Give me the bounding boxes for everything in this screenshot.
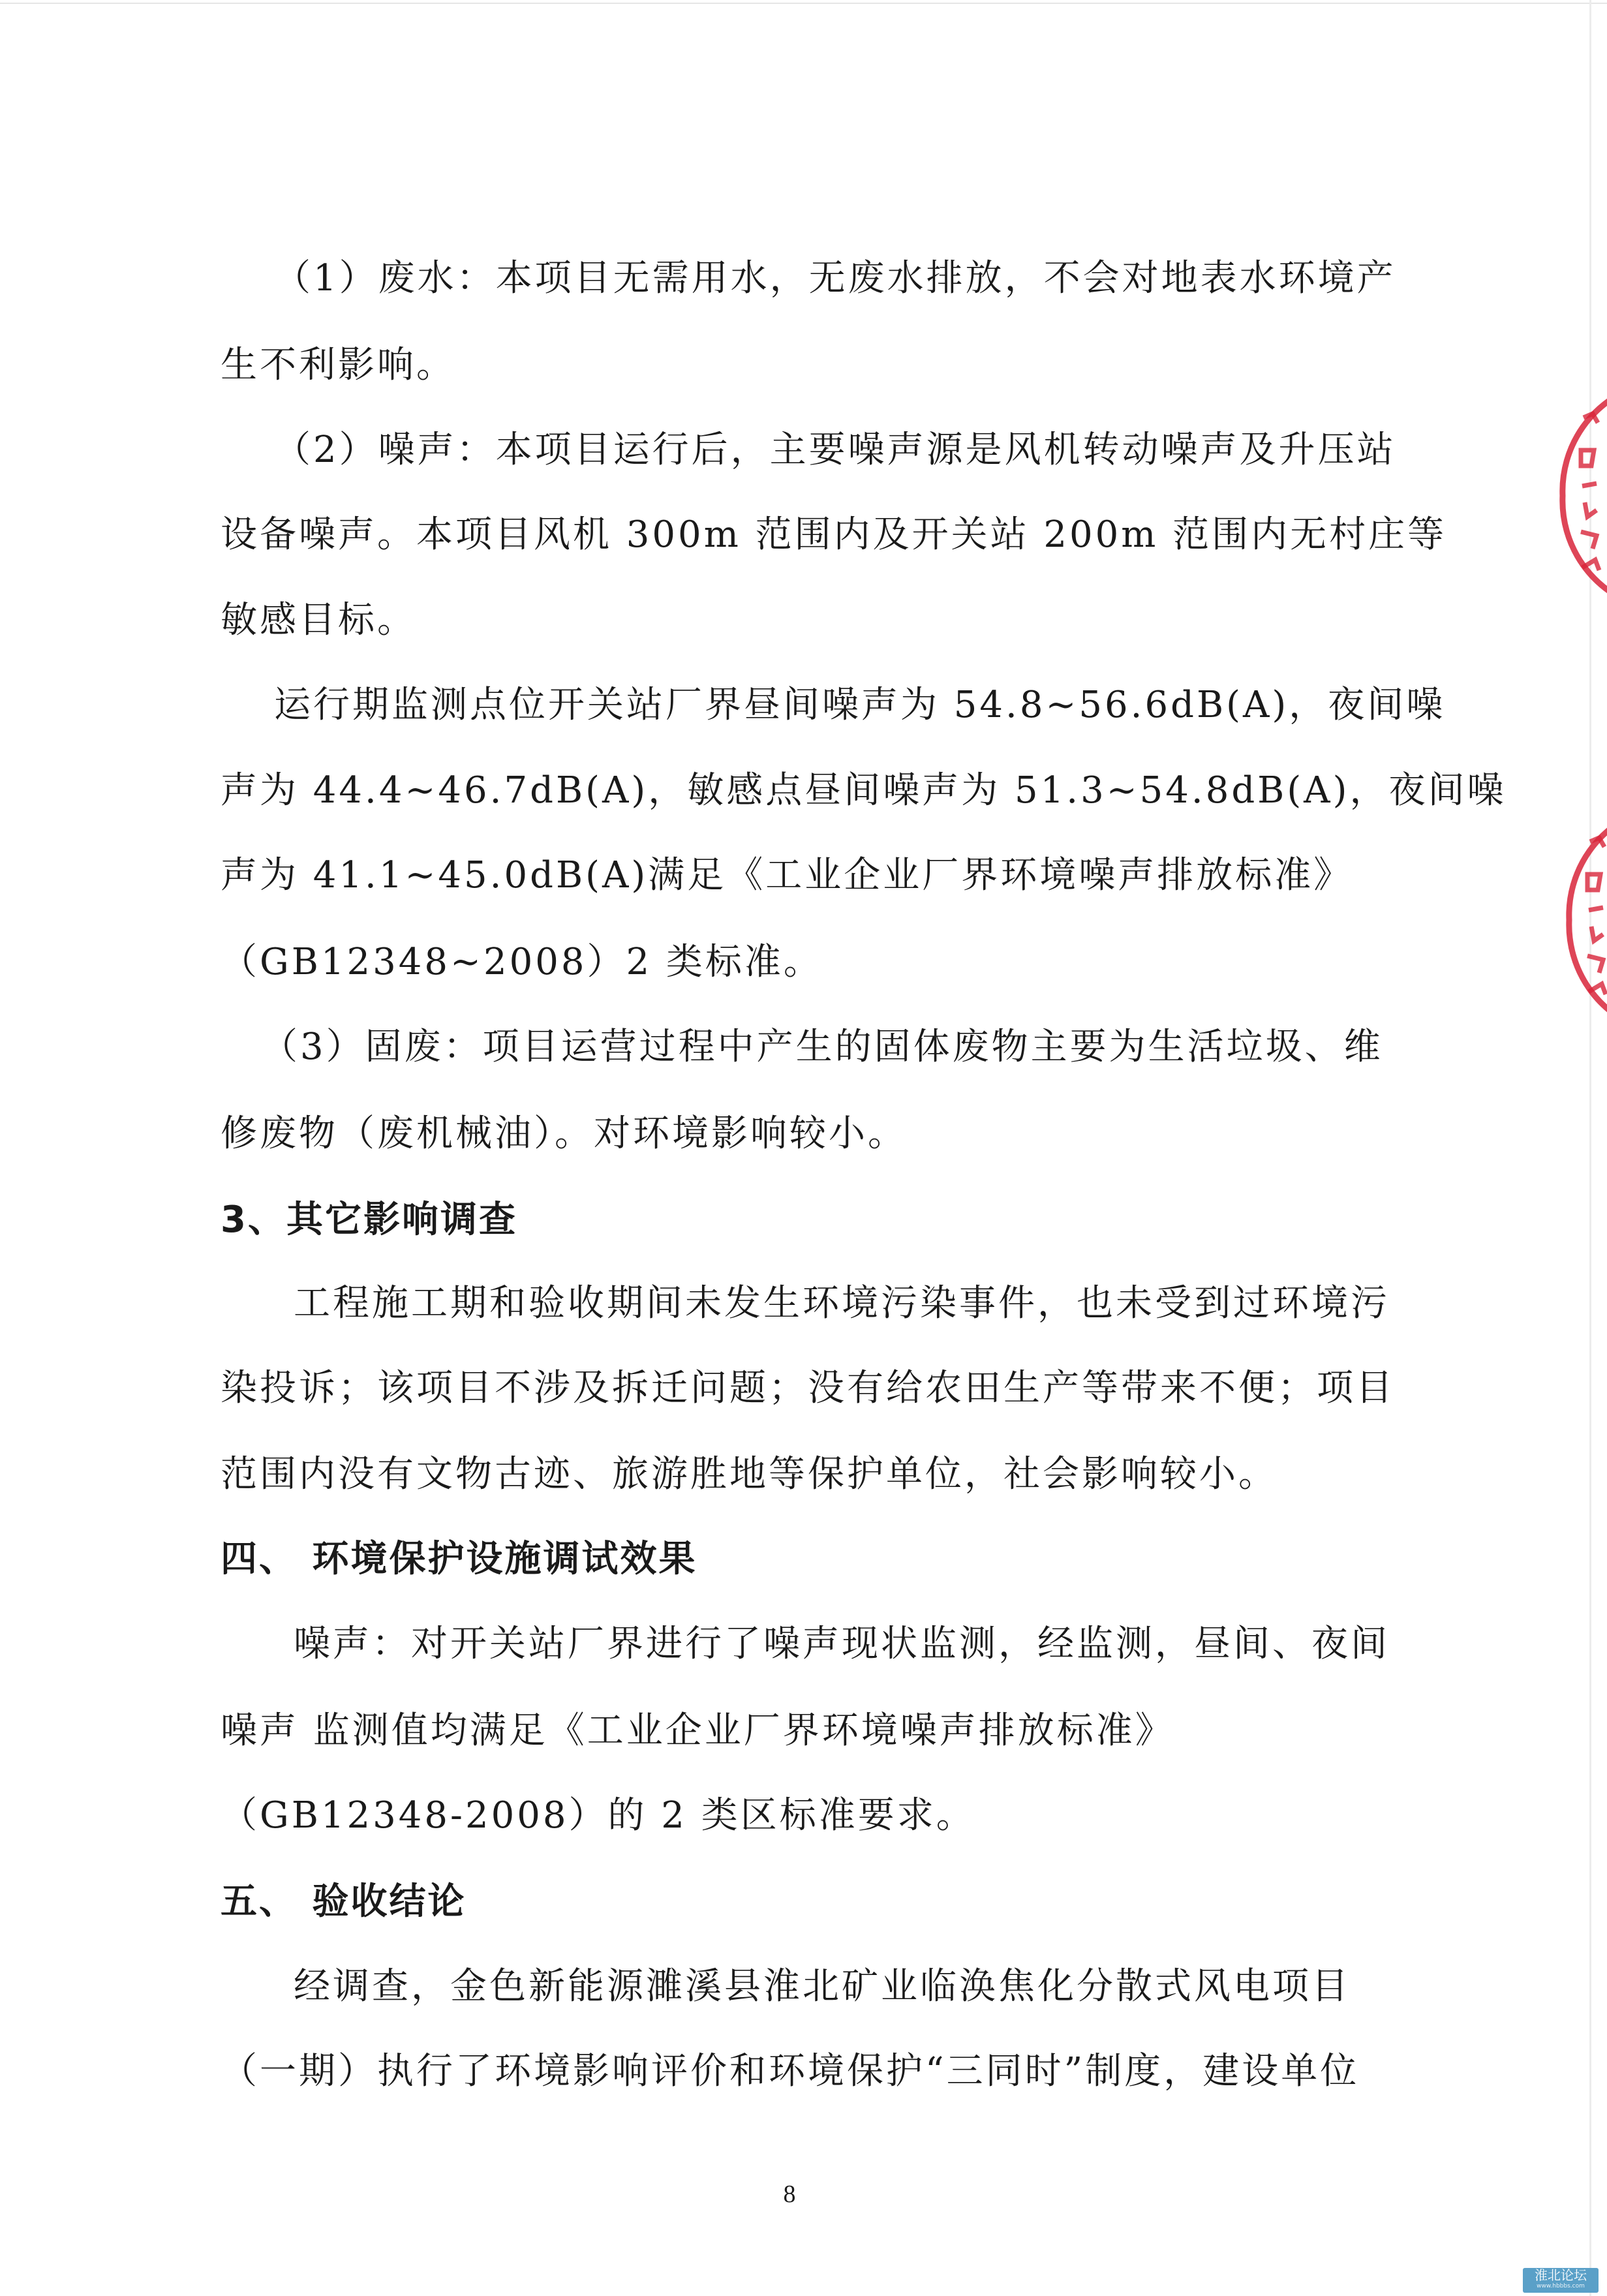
section-heading-environmental-facilities: 四、 环境保护设施调试效果 bbox=[221, 1538, 697, 1580]
paragraph-other-impacts-line-2: 染投诉；该项目不涉及拆迁问题；没有给农田生产等带来不便；项目 bbox=[221, 1367, 1395, 1409]
paragraph-conclusion-line-1: 经调查，金色新能源濉溪县淮北矿业临涣焦化分散式风电项目 bbox=[294, 1965, 1351, 2008]
paragraph-facilities-line-3: （GB12348-2008）的 2 类区标准要求。 bbox=[221, 1794, 975, 1837]
page-number: 8 bbox=[783, 2181, 796, 2208]
site-watermark bbox=[1523, 2268, 1599, 2293]
paragraph-facilities-line-1: 噪声：对开关站厂界进行了噪声现状监测，经监测，昼间、夜间 bbox=[294, 1623, 1390, 1665]
section-heading-acceptance-conclusion: 五、 验收结论 bbox=[221, 1880, 467, 1923]
paragraph-other-impacts-line-1: 工程施工期和验收期间未发生环境污染事件，也未受到过环境污 bbox=[294, 1282, 1390, 1324]
section-heading-other-impacts: 3、其它影响调查 bbox=[221, 1199, 517, 1241]
paragraph-noise-line-3: 敏感目标。 bbox=[221, 599, 416, 641]
watermark-text: 淮北论坛 bbox=[1535, 2267, 1587, 2283]
red-seal-partial-upper bbox=[1543, 372, 1607, 620]
paragraph-wastewater-line-2: 生不利影响。 bbox=[221, 344, 455, 386]
scan-top-edge bbox=[0, 3, 1607, 4]
scan-right-edge bbox=[1589, 0, 1591, 2296]
red-seal-partial-lower bbox=[1550, 796, 1607, 1044]
paragraph-noise-line-2: 设备噪声。本项目风机 300m 范围内及开关站 200m 范围内无村庄等 bbox=[221, 513, 1447, 556]
paragraph-noise-line-1: （2）噪声：本项目运行后，主要噪声源是风机转动噪声及升压站 bbox=[274, 429, 1396, 471]
paragraph-monitoring-line-2: 声为 44.4~46.7dB(A)，敏感点昼间噪声为 51.3~54.8dB(A)，夜间噪 bbox=[221, 769, 1507, 812]
paragraph-monitoring-line-1: 运行期监测点位开关站厂界昼间噪声为 54.8~56.6dB(A)，夜间噪 bbox=[274, 684, 1446, 726]
watermark-url: www.hbbbs.com bbox=[1537, 2283, 1585, 2289]
paragraph-other-impacts-line-3: 范围内没有文物古迹、旅游胜地等保护单位，社会影响较小。 bbox=[221, 1453, 1278, 1495]
paragraph-wastewater-line-1: （1）废水：本项目无需用水，无废水排放，不会对地表水环境产 bbox=[274, 257, 1396, 299]
paragraph-facilities-line-2: 噪声 监测值均满足《工业企业厂界环境噪声排放标准》 bbox=[221, 1709, 1174, 1752]
paragraph-monitoring-line-4: （GB12348~2008）2 类标准。 bbox=[221, 941, 823, 983]
paragraph-solid-waste-line-2: 修废物（废机械油）。对环境影响较小。 bbox=[221, 1112, 907, 1155]
paragraph-monitoring-line-3: 声为 41.1~45.0dB(A)满足《工业企业厂界环境噪声排放标准》 bbox=[221, 854, 1353, 896]
paragraph-conclusion-line-2: （一期）执行了环境影响评价和环境保护“三同时”制度，建设单位 bbox=[221, 2050, 1360, 2092]
paragraph-solid-waste-line-1: （3）固废：项目运营过程中产生的固体废物主要为生活垃圾、维 bbox=[261, 1026, 1383, 1068]
